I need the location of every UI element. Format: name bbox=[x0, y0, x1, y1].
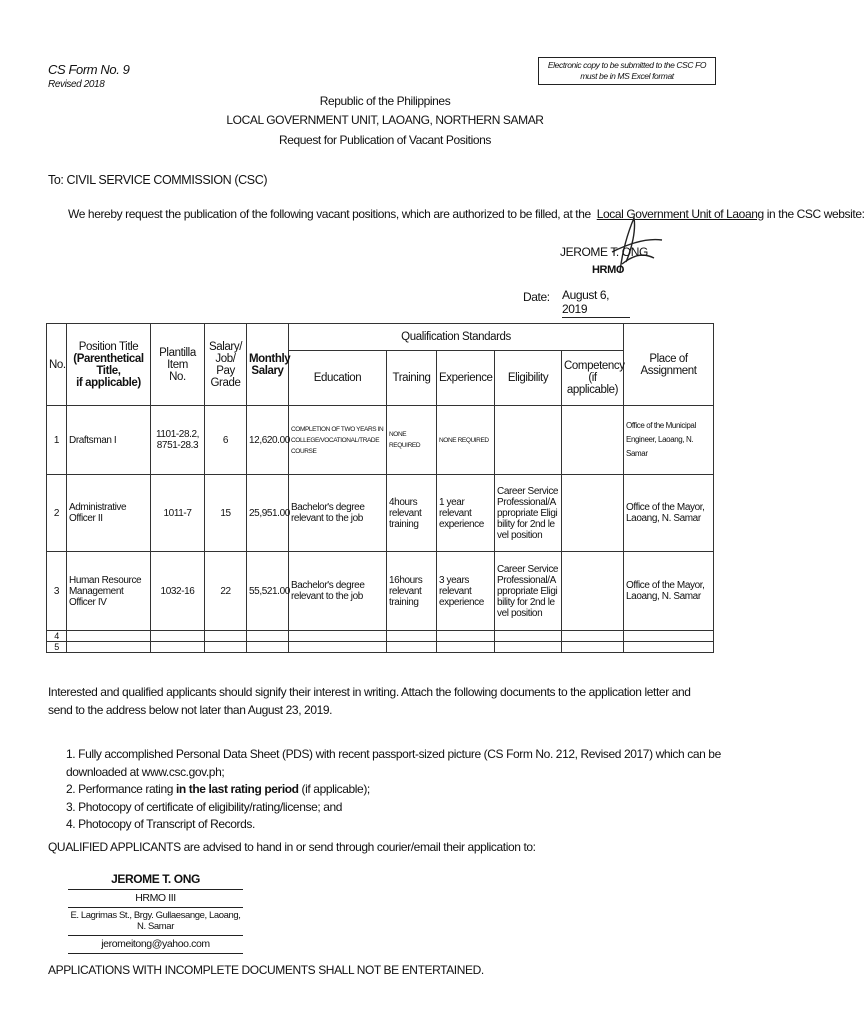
plantilla-line1: 1101-28.2, bbox=[155, 429, 200, 440]
col-header-eligibility: Eligibility bbox=[495, 351, 562, 406]
col-header-salary-grade bbox=[205, 324, 247, 406]
cell-no: 2 bbox=[47, 475, 67, 552]
position-header-l1: Position Title bbox=[78, 340, 139, 353]
date-value: August 6, 2019 bbox=[562, 288, 630, 318]
col-header-education: Education bbox=[289, 351, 387, 406]
cell-experience: 3 years relevant experience bbox=[437, 552, 495, 631]
cell-training: 4hours relevant training bbox=[387, 475, 437, 552]
cell-no: 1 bbox=[47, 406, 67, 475]
cell-eligibility: Career Service Professional/Appropriate Eligibility for 2nd level position bbox=[495, 475, 562, 552]
requirement-2-bold: in the last rating period bbox=[175, 782, 299, 796]
cell-plantilla: 1011-7 bbox=[151, 475, 205, 552]
position-header-l2: (Parenthetical Title, bbox=[73, 352, 144, 377]
interest-paragraph: Interested and qualified applicants should signify their interest in writing. Attach the following documents to the application letter and send to the address below not later than August 23, 2019. bbox=[48, 685, 691, 717]
header-lgu: LOCAL GOVERNMENT UNIT, LAOANG, NORTHERN SAMAR bbox=[226, 113, 544, 127]
signatory-name: JEROME T. ONG bbox=[560, 245, 648, 259]
form-revision: Revised 2018 bbox=[48, 79, 105, 90]
cell-competency bbox=[562, 475, 624, 552]
cell-competency bbox=[562, 552, 624, 631]
requirement-item: 1. Fully accomplished Personal Data Sheet (PDS) with recent passport-sized picture (CS Form No. 212, Revised 2017) which can be downloaded at www.csc.gov.ph; bbox=[66, 747, 721, 779]
cell-eligibility bbox=[495, 406, 562, 475]
table-row bbox=[47, 631, 714, 642]
incomplete-notice: APPLICATIONS WITH INCOMPLETE DOCUMENTS SHALL NOT BE ENTERTAINED. bbox=[48, 963, 484, 977]
place-header-l1: Place of bbox=[649, 352, 688, 365]
cell-place: Office of the Mayor, Laoang, N. Samar bbox=[624, 475, 714, 552]
cell-education: Bachelor's degree relevant to the job bbox=[289, 475, 387, 552]
table-row bbox=[47, 552, 714, 631]
request-statement bbox=[68, 207, 865, 221]
cell-position: Human Resource Management Officer IV bbox=[67, 552, 151, 631]
col-header-monthly-salary bbox=[247, 324, 289, 406]
cell-salary: 12,620.00 bbox=[247, 406, 289, 475]
header-request-title: Request for Publication of Vacant Positions bbox=[278, 133, 492, 147]
cell-salary: 25,951.00 bbox=[247, 475, 289, 552]
requirement-2-pre: 2. Performance rating bbox=[66, 782, 176, 796]
vacancy-table bbox=[46, 323, 714, 653]
cell-salary: 55,521.00 bbox=[247, 552, 289, 631]
electronic-copy-note bbox=[538, 57, 716, 85]
contact-email[interactable]: jeromeitong@yahoo.com bbox=[68, 936, 243, 954]
plantilla-header-l2: No. bbox=[169, 370, 186, 383]
table-row bbox=[47, 406, 714, 475]
signatory-title: HRMO bbox=[592, 264, 625, 276]
competency-header-l2: (if applicable) bbox=[566, 372, 619, 396]
col-header-plantilla bbox=[151, 324, 205, 406]
cell-no: 3 bbox=[47, 552, 67, 631]
requirement-item: 4. Photocopy of Transcript of Records. bbox=[66, 817, 255, 831]
col-header-competency bbox=[562, 351, 624, 406]
electronic-note-line1: Electronic copy to be submitted to the CSC FO bbox=[547, 60, 707, 70]
to-line: To: CIVIL SERVICE COMMISSION (CSC) bbox=[48, 173, 268, 187]
table-header-row-1 bbox=[47, 324, 714, 351]
grade-header-l3: Grade bbox=[210, 376, 241, 389]
requirements-list bbox=[66, 746, 770, 834]
cell-grade: 15 bbox=[205, 475, 247, 552]
col-header-no: No. bbox=[47, 324, 67, 406]
contact-address: E. Lagrimas St., Brgy. Gullaesange, Laoang, N. Samar bbox=[68, 908, 243, 936]
monthly-header-l2: Salary bbox=[251, 364, 284, 377]
cell-experience: NONE REQUIRED bbox=[437, 406, 495, 475]
cell-education: COMPLETION OF TWO YEARS IN COLLEGE/VOCATIONAL/TRADE COURSE bbox=[289, 406, 387, 475]
table-row bbox=[47, 642, 714, 653]
requirement-item bbox=[66, 781, 770, 799]
qualified-applicants-note: QUALIFIED APPLICANTS are advised to hand in or send through courier/email their application to: bbox=[48, 840, 536, 854]
cell-training: 16hours relevant training bbox=[387, 552, 437, 631]
col-header-qualification: Qualification Standards bbox=[289, 324, 624, 351]
competency-header-l1: Competency bbox=[564, 360, 625, 372]
contact-name: JEROME T. ONG bbox=[68, 870, 243, 890]
cell-no: 5 bbox=[47, 642, 67, 653]
form-number: CS Form No. 9 bbox=[48, 62, 130, 77]
plantilla-header-l1: Plantilla Item bbox=[159, 346, 196, 371]
requirement-2-post: (if applicable); bbox=[298, 782, 370, 796]
monthly-header-l1: Monthly bbox=[249, 352, 291, 365]
grade-header-l1: Salary/ bbox=[209, 340, 242, 353]
place-header-l2: Assignment bbox=[640, 364, 697, 377]
contact-block bbox=[68, 870, 243, 954]
cell-position: Draftsman I bbox=[67, 406, 151, 475]
request-text-after: in the CSC website: bbox=[766, 207, 865, 221]
cell-no: 4 bbox=[47, 631, 67, 642]
col-header-experience: Experience bbox=[437, 351, 495, 406]
table-row bbox=[47, 475, 714, 552]
cell-experience: 1 year relevant experience bbox=[437, 475, 495, 552]
cell-position: Administrative Officer II bbox=[67, 475, 151, 552]
cell-competency bbox=[562, 406, 624, 475]
grade-header-l2: Job/ Pay bbox=[215, 352, 236, 377]
cell-place: Office of the Municipal Engineer, Laoang, N. Samar bbox=[624, 406, 714, 475]
col-header-position bbox=[67, 324, 151, 406]
contact-title: HRMO III bbox=[68, 890, 243, 908]
requirement-item: 3. Photocopy of certificate of eligibility/rating/license; and bbox=[66, 799, 343, 814]
cell-eligibility: Career Service Professional/Appropriate Eligibility for 2nd level position bbox=[495, 552, 562, 631]
cell-place: Office of the Mayor, Laoang, N. Samar bbox=[624, 552, 714, 631]
position-header-l3: if applicable) bbox=[76, 376, 141, 389]
request-text-before: We hereby request the publication of the following vacant positions, which are authorized to be filled, at the bbox=[68, 207, 591, 221]
electronic-note-line2: must be in MS Excel format bbox=[580, 71, 674, 81]
date-label: Date: bbox=[523, 290, 550, 304]
cell-grade: 22 bbox=[205, 552, 247, 631]
col-header-place bbox=[624, 324, 714, 406]
cell-grade: 6 bbox=[205, 406, 247, 475]
plantilla-line2: 8751-28.3 bbox=[156, 440, 199, 451]
cell-education: Bachelor's degree relevant to the job bbox=[289, 552, 387, 631]
cell-training: NONE REQUIRED bbox=[387, 406, 437, 475]
header-republic: Republic of the Philippines bbox=[319, 94, 451, 108]
cell-plantilla: 1032-16 bbox=[151, 552, 205, 631]
cell-plantilla bbox=[151, 406, 205, 475]
request-agency: Local Government Unit of Laoang bbox=[596, 207, 764, 221]
col-header-training: Training bbox=[387, 351, 437, 406]
